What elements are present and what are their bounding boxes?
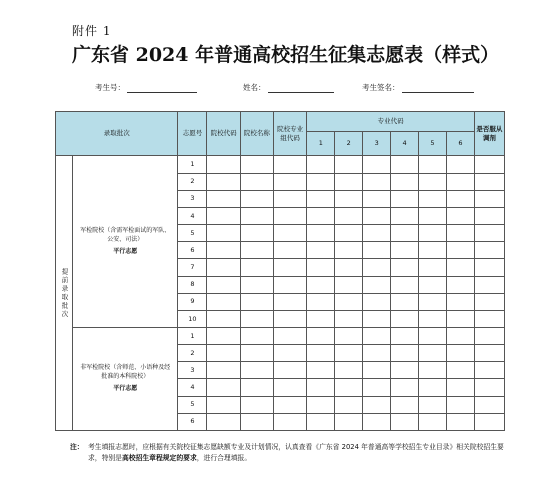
entry-cell[interactable] bbox=[446, 379, 474, 396]
entry-cell[interactable] bbox=[307, 156, 335, 173]
entry-cell[interactable] bbox=[307, 207, 335, 224]
entry-cell[interactable] bbox=[419, 225, 447, 242]
entry-cell[interactable] bbox=[363, 327, 391, 344]
entry-cell[interactable] bbox=[419, 242, 447, 259]
entry-cell[interactable] bbox=[419, 276, 447, 293]
entry-cell[interactable] bbox=[335, 156, 363, 173]
entry-cell[interactable] bbox=[391, 310, 419, 327]
wish-number-cell: 3 bbox=[178, 190, 207, 207]
entry-cell[interactable] bbox=[307, 396, 335, 413]
entry-cell[interactable] bbox=[363, 310, 391, 327]
group-description: 军检院校（含需军检面试的军队、公安、司法） bbox=[80, 227, 171, 243]
entry-cell[interactable] bbox=[391, 362, 419, 379]
entry-cell[interactable] bbox=[419, 379, 447, 396]
entry-cell[interactable] bbox=[474, 207, 504, 224]
entry-cell[interactable] bbox=[446, 362, 474, 379]
entry-cell[interactable] bbox=[391, 207, 419, 224]
wish-number-cell: 6 bbox=[178, 413, 207, 430]
entry-cell[interactable] bbox=[207, 327, 240, 344]
entry-cell[interactable] bbox=[240, 310, 273, 327]
signature-blank[interactable] bbox=[402, 82, 474, 93]
entry-cell[interactable] bbox=[307, 173, 335, 190]
entry-cell[interactable] bbox=[240, 362, 273, 379]
entry-cell[interactable] bbox=[419, 362, 447, 379]
header-school-name: 院校名称 bbox=[240, 112, 273, 156]
entry-cell[interactable] bbox=[240, 242, 273, 259]
entry-cell[interactable] bbox=[446, 190, 474, 207]
entry-cell[interactable] bbox=[419, 293, 447, 310]
entry-cell[interactable] bbox=[307, 293, 335, 310]
entry-cell[interactable] bbox=[446, 225, 474, 242]
entry-cell[interactable] bbox=[274, 310, 307, 327]
entry-cell[interactable] bbox=[207, 396, 240, 413]
entry-cell[interactable] bbox=[363, 259, 391, 276]
entry-cell[interactable] bbox=[307, 413, 335, 430]
wish-number-cell: 7 bbox=[178, 259, 207, 276]
entry-cell[interactable] bbox=[363, 156, 391, 173]
entry-cell[interactable] bbox=[274, 242, 307, 259]
entry-cell[interactable] bbox=[240, 379, 273, 396]
group-mode: 平行志愿 bbox=[113, 384, 138, 392]
entry-cell[interactable] bbox=[474, 413, 504, 430]
application-table bbox=[55, 111, 505, 431]
entry-cell[interactable] bbox=[274, 225, 307, 242]
entry-cell[interactable] bbox=[419, 173, 447, 190]
entry-cell[interactable] bbox=[446, 276, 474, 293]
entry-cell[interactable] bbox=[274, 207, 307, 224]
wish-number-cell: 8 bbox=[178, 276, 207, 293]
entry-cell[interactable] bbox=[307, 242, 335, 259]
entry-cell[interactable] bbox=[335, 173, 363, 190]
entry-cell[interactable] bbox=[474, 362, 504, 379]
header-major-col-2: 2 bbox=[335, 132, 363, 156]
wish-number-cell: 9 bbox=[178, 293, 207, 310]
entry-cell[interactable] bbox=[419, 345, 447, 362]
wish-number-cell: 4 bbox=[178, 379, 207, 396]
wish-number-cell: 1 bbox=[178, 327, 207, 344]
entry-cell[interactable] bbox=[335, 379, 363, 396]
header-batch: 录取批次 bbox=[56, 112, 178, 156]
entry-cell[interactable] bbox=[474, 259, 504, 276]
entry-cell[interactable] bbox=[335, 396, 363, 413]
entry-cell[interactable] bbox=[363, 293, 391, 310]
entry-cell[interactable] bbox=[363, 413, 391, 430]
entry-cell[interactable] bbox=[446, 413, 474, 430]
entry-cell[interactable] bbox=[446, 310, 474, 327]
entry-cell[interactable] bbox=[391, 293, 419, 310]
entry-cell[interactable] bbox=[446, 345, 474, 362]
entry-cell[interactable] bbox=[474, 327, 504, 344]
entry-cell[interactable] bbox=[419, 396, 447, 413]
entry-cell[interactable] bbox=[474, 225, 504, 242]
header-school-code: 院校代码 bbox=[207, 112, 240, 156]
entry-cell[interactable] bbox=[363, 379, 391, 396]
entry-cell[interactable] bbox=[240, 413, 273, 430]
entry-cell[interactable] bbox=[207, 259, 240, 276]
entry-cell[interactable] bbox=[274, 345, 307, 362]
attachment-label: 附件 1 bbox=[72, 24, 112, 38]
entry-cell[interactable] bbox=[363, 207, 391, 224]
entry-cell[interactable] bbox=[240, 345, 273, 362]
group-description-cell bbox=[73, 327, 178, 430]
entry-cell[interactable] bbox=[274, 259, 307, 276]
entry-cell[interactable] bbox=[391, 345, 419, 362]
entry-cell[interactable] bbox=[335, 293, 363, 310]
header-major-group-code: 院校专业组代码 bbox=[274, 112, 307, 156]
entry-cell[interactable] bbox=[274, 173, 307, 190]
exam-number-blank[interactable] bbox=[127, 82, 197, 93]
entry-cell[interactable] bbox=[391, 276, 419, 293]
entry-cell[interactable] bbox=[274, 156, 307, 173]
wish-number-cell: 1 bbox=[178, 156, 207, 173]
entry-cell[interactable] bbox=[419, 190, 447, 207]
entry-cell[interactable] bbox=[419, 259, 447, 276]
entry-cell[interactable] bbox=[363, 362, 391, 379]
entry-cell[interactable] bbox=[391, 173, 419, 190]
wish-number-cell: 2 bbox=[178, 173, 207, 190]
entry-cell[interactable] bbox=[307, 190, 335, 207]
entry-cell[interactable] bbox=[391, 327, 419, 344]
group-description-cell bbox=[73, 156, 178, 328]
entry-cell[interactable] bbox=[207, 225, 240, 242]
entry-cell[interactable] bbox=[335, 207, 363, 224]
entry-cell[interactable] bbox=[446, 173, 474, 190]
entry-cell[interactable] bbox=[335, 327, 363, 344]
entry-cell[interactable] bbox=[363, 396, 391, 413]
header-major-col-3: 3 bbox=[363, 132, 391, 156]
entry-cell[interactable] bbox=[335, 310, 363, 327]
entry-cell[interactable] bbox=[419, 156, 447, 173]
entry-cell[interactable] bbox=[307, 379, 335, 396]
entry-cell[interactable] bbox=[391, 413, 419, 430]
entry-cell[interactable] bbox=[474, 242, 504, 259]
entry-cell[interactable] bbox=[207, 293, 240, 310]
entry-cell[interactable] bbox=[207, 310, 240, 327]
entry-cell[interactable] bbox=[335, 242, 363, 259]
entry-cell[interactable] bbox=[240, 293, 273, 310]
name-field[interactable] bbox=[243, 82, 334, 93]
name-blank[interactable] bbox=[268, 82, 334, 93]
wish-number-cell: 6 bbox=[178, 242, 207, 259]
entry-cell[interactable] bbox=[446, 242, 474, 259]
signature-label: 考生签名： bbox=[362, 83, 400, 92]
entry-cell[interactable] bbox=[307, 327, 335, 344]
exam-number-field[interactable] bbox=[95, 82, 197, 93]
entry-cell[interactable] bbox=[274, 293, 307, 310]
entry-cell[interactable] bbox=[391, 190, 419, 207]
entry-cell[interactable] bbox=[446, 259, 474, 276]
header-major-col-4: 4 bbox=[391, 132, 419, 156]
entry-cell[interactable] bbox=[474, 190, 504, 207]
entry-cell[interactable] bbox=[363, 173, 391, 190]
entry-cell[interactable] bbox=[419, 310, 447, 327]
wish-number-cell: 10 bbox=[178, 310, 207, 327]
entry-cell[interactable] bbox=[335, 259, 363, 276]
entry-cell[interactable] bbox=[240, 225, 273, 242]
header-wish-number: 志愿号 bbox=[178, 112, 207, 156]
entry-cell[interactable] bbox=[391, 259, 419, 276]
entry-cell[interactable] bbox=[274, 190, 307, 207]
entry-cell[interactable] bbox=[391, 396, 419, 413]
entry-cell[interactable] bbox=[391, 225, 419, 242]
entry-cell[interactable] bbox=[207, 413, 240, 430]
entry-cell[interactable] bbox=[207, 156, 240, 173]
entry-cell[interactable] bbox=[307, 362, 335, 379]
entry-cell[interactable] bbox=[474, 173, 504, 190]
entry-cell[interactable] bbox=[307, 310, 335, 327]
footnote-text-end: ，进行合理填报。 bbox=[196, 453, 252, 462]
entry-cell[interactable] bbox=[474, 156, 504, 173]
entry-cell[interactable] bbox=[446, 293, 474, 310]
entry-cell[interactable] bbox=[240, 207, 273, 224]
entry-cell[interactable] bbox=[207, 173, 240, 190]
entry-cell[interactable] bbox=[446, 396, 474, 413]
table-row bbox=[56, 327, 505, 344]
group-mode: 平行志愿 bbox=[113, 247, 138, 255]
entry-cell[interactable] bbox=[207, 362, 240, 379]
header-major-col-6: 6 bbox=[446, 132, 474, 156]
entry-cell[interactable] bbox=[474, 276, 504, 293]
entry-cell[interactable] bbox=[274, 362, 307, 379]
entry-cell[interactable] bbox=[207, 190, 240, 207]
entry-cell[interactable] bbox=[335, 225, 363, 242]
entry-cell[interactable] bbox=[363, 276, 391, 293]
entry-cell[interactable] bbox=[419, 207, 447, 224]
entry-cell[interactable] bbox=[474, 396, 504, 413]
header-obey-adjustment: 是否服从调剂 bbox=[474, 112, 504, 156]
applicant-fields bbox=[0, 82, 553, 98]
entry-cell[interactable] bbox=[274, 413, 307, 430]
entry-cell[interactable] bbox=[240, 190, 273, 207]
entry-cell[interactable] bbox=[240, 259, 273, 276]
entry-cell[interactable] bbox=[335, 190, 363, 207]
group-description: 非军检院校（含师范、小语种及经批准的本科院校） bbox=[80, 364, 171, 381]
entry-cell[interactable] bbox=[207, 207, 240, 224]
entry-cell[interactable] bbox=[335, 362, 363, 379]
entry-cell[interactable] bbox=[335, 345, 363, 362]
wish-number-cell: 3 bbox=[178, 362, 207, 379]
wish-number-cell: 5 bbox=[178, 396, 207, 413]
entry-cell[interactable] bbox=[391, 379, 419, 396]
entry-cell[interactable] bbox=[307, 259, 335, 276]
entry-cell[interactable] bbox=[446, 327, 474, 344]
entry-cell[interactable] bbox=[363, 242, 391, 259]
entry-cell[interactable] bbox=[363, 190, 391, 207]
entry-cell[interactable] bbox=[274, 396, 307, 413]
entry-cell[interactable] bbox=[207, 379, 240, 396]
entry-cell[interactable] bbox=[446, 156, 474, 173]
entry-cell[interactable] bbox=[363, 225, 391, 242]
entry-cell[interactable] bbox=[474, 293, 504, 310]
header-major-col-1: 1 bbox=[307, 132, 335, 156]
batch-name-cell: 提前录取批次 bbox=[56, 156, 73, 431]
wish-number-cell: 2 bbox=[178, 345, 207, 362]
entry-cell[interactable] bbox=[240, 173, 273, 190]
entry-cell[interactable] bbox=[474, 310, 504, 327]
entry-cell[interactable] bbox=[274, 327, 307, 344]
entry-cell[interactable] bbox=[363, 345, 391, 362]
wish-number-cell: 5 bbox=[178, 225, 207, 242]
entry-cell[interactable] bbox=[307, 276, 335, 293]
header-major-col-5: 5 bbox=[419, 132, 447, 156]
header-major-codes: 专业代码 bbox=[307, 112, 475, 132]
entry-cell[interactable] bbox=[474, 379, 504, 396]
entry-cell[interactable] bbox=[274, 379, 307, 396]
entry-cell[interactable] bbox=[474, 345, 504, 362]
table-row bbox=[56, 156, 505, 173]
name-label: 姓名： bbox=[243, 83, 266, 92]
entry-cell[interactable] bbox=[419, 327, 447, 344]
entry-cell[interactable] bbox=[207, 345, 240, 362]
entry-cell[interactable] bbox=[391, 242, 419, 259]
entry-cell[interactable] bbox=[335, 413, 363, 430]
entry-cell[interactable] bbox=[274, 276, 307, 293]
entry-cell[interactable] bbox=[307, 345, 335, 362]
entry-cell[interactable] bbox=[335, 276, 363, 293]
entry-cell[interactable] bbox=[207, 276, 240, 293]
page-title: 广东省 2024 年普通高校招生征集志愿表（样式） bbox=[72, 44, 500, 66]
entry-cell[interactable] bbox=[419, 413, 447, 430]
exam-number-label: 考生号： bbox=[95, 83, 125, 92]
entry-cell[interactable] bbox=[240, 396, 273, 413]
signature-field[interactable] bbox=[362, 82, 474, 93]
footnote bbox=[70, 442, 508, 464]
entry-cell[interactable] bbox=[240, 327, 273, 344]
footnote-emphasis: 高校招生章程规定的要求 bbox=[121, 453, 197, 462]
entry-cell[interactable] bbox=[307, 225, 335, 242]
entry-cell[interactable] bbox=[240, 156, 273, 173]
entry-cell[interactable] bbox=[391, 156, 419, 173]
entry-cell[interactable] bbox=[207, 242, 240, 259]
entry-cell[interactable] bbox=[240, 276, 273, 293]
footnote-label: 注： bbox=[70, 443, 84, 451]
entry-cell[interactable] bbox=[446, 207, 474, 224]
wish-number-cell: 4 bbox=[178, 207, 207, 224]
footnote-text: 考生填报志愿时，应根据有关院校征集志愿缺额专业及计划情况，认真查看《广东省 2024 年普通高等学校招生专业目录》相关院校招生要求，特别是 bbox=[88, 443, 504, 462]
